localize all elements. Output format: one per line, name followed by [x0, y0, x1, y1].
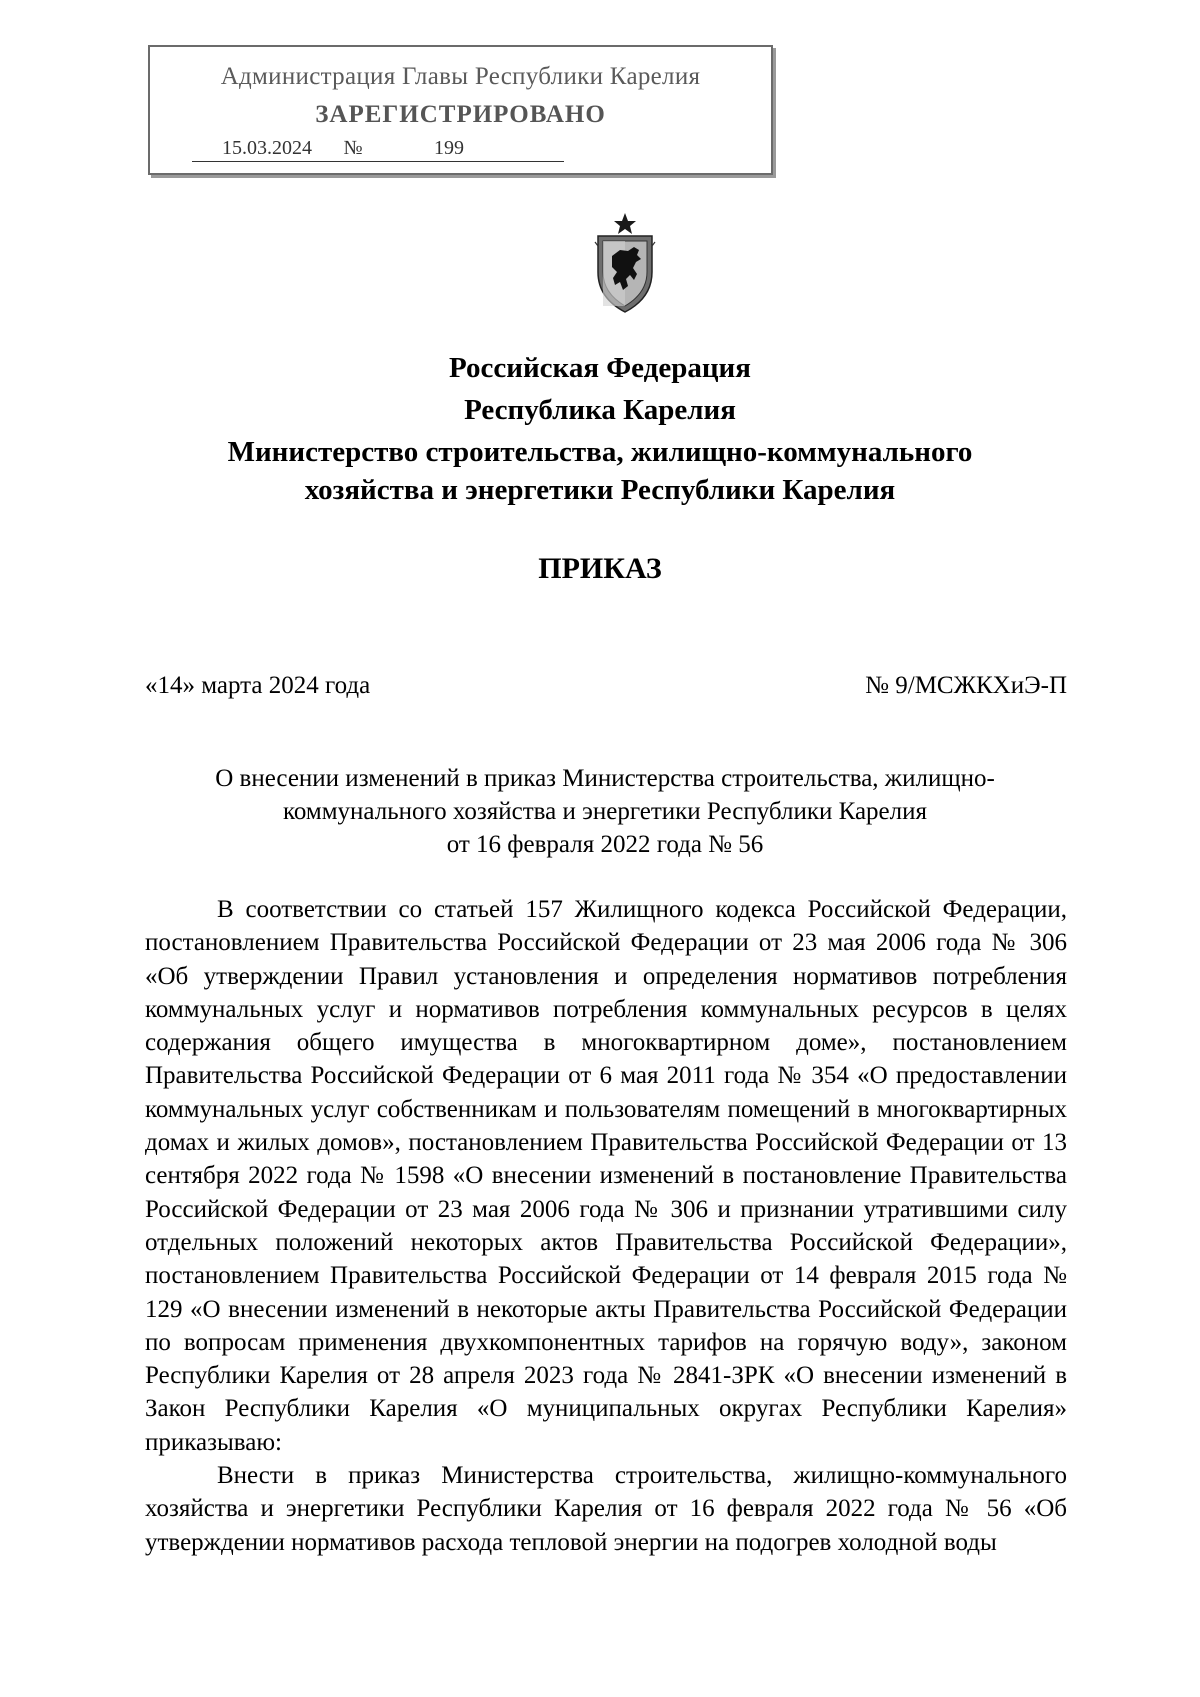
- document-type-title: ПРИКАЗ: [538, 552, 662, 585]
- body-paragraph: Внести в приказ Министерства строительства, жилищно-коммунального хозяйства и энергетики Республики Карелия от 16 февраля 2022 года № 56 «Об утверждении нормативов расхода тепловой энергии на подогрев холодной воды: [145, 1462, 1067, 1556]
- stamp-date: 15.03.2024: [192, 137, 342, 162]
- order-body: [145, 893, 1067, 1559]
- stamp-number-label: №: [342, 137, 364, 162]
- header-country: Российская Федерация: [449, 352, 751, 384]
- order-subject: [145, 762, 1065, 861]
- header-ministry-line1: Министерство строительства, жилищно-коммунального: [227, 436, 973, 468]
- stamp-registration-line: [192, 137, 564, 162]
- order-date: «14» марта 2024 года: [145, 672, 371, 699]
- registration-stamp: [148, 45, 773, 175]
- subject-line: от 16 февраля 2022 года № 56: [446, 831, 764, 858]
- stamp-number: 199: [364, 137, 564, 162]
- header-ministry-line2: хозяйства и энергетики Республики Карелия: [304, 474, 896, 506]
- crown-star-icon: [614, 213, 636, 234]
- header-republic: Республика Карелия: [464, 394, 736, 426]
- subject-line: коммунального хозяйства и энергетики Республики Карелия: [282, 798, 927, 825]
- subject-line: О внесении изменений в приказ Министерства строительства, жилищно-: [215, 765, 995, 792]
- karelia-coat-of-arms-icon: [590, 212, 660, 314]
- stamp-status: ЗАРЕГИСТРИРОВАНО: [315, 101, 606, 128]
- body-paragraph: В соответствии со статьей 157 Жилищного кодекса Российской Федерации, постановлением Правительства Российской Федерации от 23 мая 2006 года № 306 «Об утверждении Правил установления и определения нормативов потребления коммунальных услуг и нормативов потребления коммунальных ресурсов в целях содержания общего имущества в многоквартирном доме», постановлением Правительства Российской Федерации от 6 мая 2011 года № 354 «О предоставлении коммунальных услуг собственникам и пользователям помещений в многоквартирных домах и жилых домов», постановлением Правительства Российской Федерации от 13 сентября 2022 года № 1598 «О внесении изменений в постановление Правительства Российской Федерации от 23 мая 2006 года № 306 и признании утратившими силу отдельных положений некоторых актов Правительства Российской Федерации», постановлением Правительства Российской Федерации от 14 февраля 2015 года № 129 «О внесении изменений в некоторые акты Правительства Российской Федерации по вопросам применения двухкомпонентных тарифов на горячую воду», законом Республики Карелия от 28 апреля 2023 года № 2841-ЗРК «О внесении изменений в Закон Республики Карелия «О муниципальных округах Республики Карелия» приказываю:: [145, 896, 1067, 1456]
- stamp-organization: Администрация Главы Республики Карелия: [220, 63, 701, 90]
- order-number: № 9/МСЖКХиЭ-П: [865, 672, 1067, 699]
